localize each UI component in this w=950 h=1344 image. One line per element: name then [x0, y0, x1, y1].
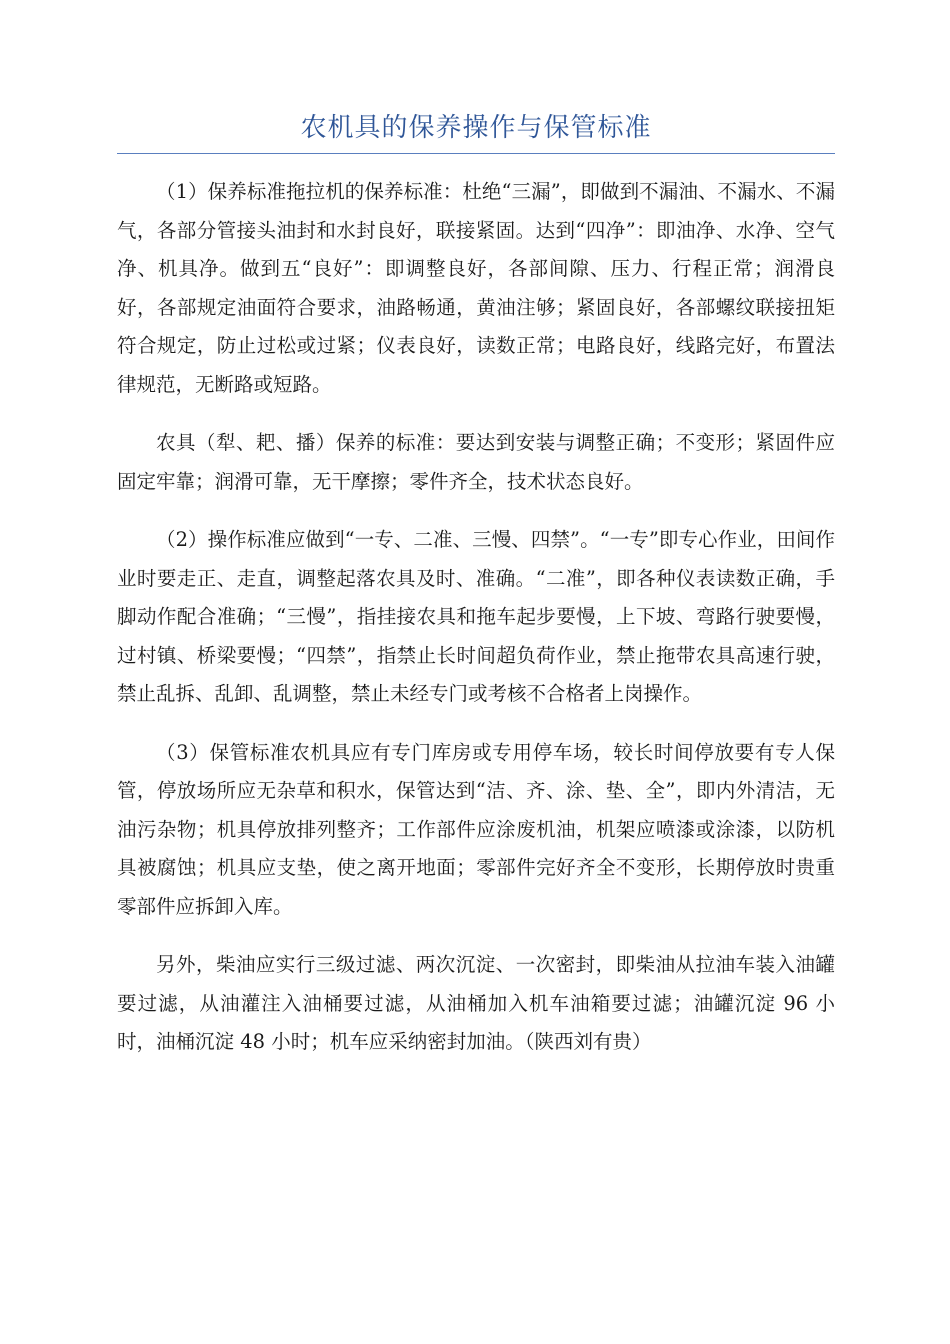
title-underline — [117, 153, 835, 154]
paragraph-maintenance-standard: （1）保养标准拖拉机的保养标准：杜绝“三漏”，即做到不漏油、不漏水、不漏气，各部分管接头油封和水封良好，联接紧固。达到“四净”：即油净、水净、空气净、机具净。做到五“良好”：即调整良好，各部间隙、压力、行程正常；润滑良好，各部规定油面符合要求，油路畅通，黄油注够；紧固良好，各部螺纹联接扭矩符合规定，防止过松或过紧；仪表良好，读数正常；电路良好，线路完好，布置法律规范，无断路或短路。 — [117, 180, 835, 396]
paragraph-implement-maintenance: 农具（犁、耙、播）保养的标准：要达到安装与调整正确；不变形；紧固件应固定牢靠；润滑可靠，无干摩擦；零件齐全，技术状态良好。 — [117, 431, 835, 493]
paragraph-diesel-filtering: 另外，柴油应实行三级过滤、两次沉淀、一次密封，即柴油从拉油车装入油罐要过滤，从油灌注入油桶要过滤，从油桶加入机车油箱要过滤；油罐沉淀 96 小时，油桶沉淀 48 小时；机车应采纳密封加油。（陕西刘有贵） — [117, 953, 835, 1053]
paragraph-storage-standard: （3）保管标准农机具应有专门库房或专用停车场，较长时间停放要有专人保管，停放场所应无杂草和积水，保管达到“洁、齐、涂、垫、全”，即内外清洁，无油污杂物；机具停放排列整齐；工作部件应涂废机油，机架应喷漆或涂漆，以防机具被腐蚀；机具应支垫，使之离开地面；零部件完好齐全不变形，长期停放时贵重零部件应拆卸入库。 — [117, 740, 835, 918]
paragraph-operation-standard: （2）操作标准应做到“一专、二准、三慢、四禁”。“一专”即专心作业，田间作业时要走正、走直，调整起落农具及时、准确。“二准”，即各种仪表读数正确，手脚动作配合准确；“三慢”，指挂接农具和拖车起步要慢，上下坡、弯路行驶要慢，过村镇、桥梁要慢；“四禁”，指禁止长时间超负荷作业，禁止拖带农具高速行驶，禁止乱拆、乱卸、乱调整，禁止未经专门或考核不合格者上岗操作。 — [117, 528, 835, 705]
document-title: 农机具的保养操作与保管标准 — [300, 113, 652, 143]
document-body — [117, 173, 835, 1082]
